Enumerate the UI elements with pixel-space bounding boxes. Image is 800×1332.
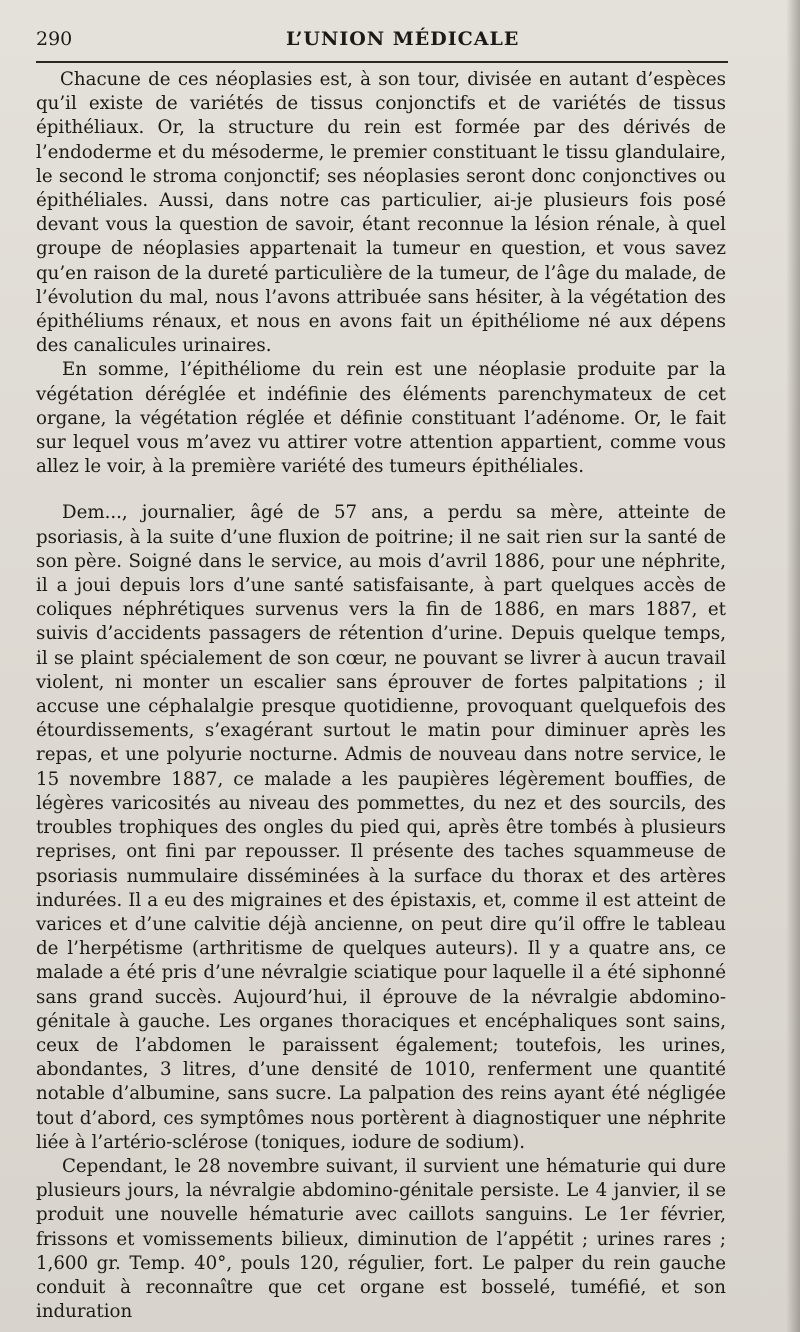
header-rule (36, 61, 728, 63)
journal-title: L’UNION MÉDICALE (286, 28, 520, 50)
paragraph-case-report: Dem..., journalier, âgé de 57 ans, a perdu sa mère, atteinte de psoriasis, à la suite d’une fluxion de poitrine; il ne sait rien sur la santé de son père. Soigné dans le service, au mois d’avril 1886, pour une néphrite, il a joui depuis lors d’une santé satisfaisante, à part quelques accès de coliques néphrétiques survenus vers la fin de 1886, en mars 1887, et suivis d’accidents passagers de rétention d’urine. Depuis quelque temps, il se plaint spécialement de son cœur, ne pouvant se livrer à aucun travail violent, ni monter un escalier sans éprouver de fortes palpitations ; il accuse une céphalalgie presque quotidienne, provoquant quelquefois des étourdissements, s’exagérant surtout le matin pour diminuer après les repas, et une polyurie nocturne. Admis de nouveau dans notre service, le 15 novembre 1887, ce malade a les paupières légèrement bouffies, de légères varicosités au niveau des pommettes, du nez et des sourcils, des troubles trophiques des ongles du pied qui, après être tombés à plusieurs reprises, ont fini par repousser. Il présente des taches squammeuse de psoriasis nummulaire disséminées à la surface du thorax et des artères indurées. Il a eu des migraines et des épistaxis, et, comme il est atteint de varices et d’une calvitie déjà ancienne, on peut dire qu’il offre le tableau de l’herpétisme (arthritisme de quelques auteurs). Il y a quatre ans, ce malade a été pris d’une névralgie sciatique pour laquelle il a été siphonné sans grand succès. Aujourd’hui, il éprouve de la névralgie abdomino-génitale à gauche. Les organes thoraciques et encéphaliques sont sains, ceux de l’abdomen le paraissent également; toutefois, les urines, abondantes, 3 litres, d’une densité de 1010, renferment une quantité notable d’albumine, sans sucre. La palpation des reins ayant été négligée tout d’abord, ces symptômes nous portèrent à diagnostiquer une néphrite liée à l’artério-sclérose (toniques, iodure de sodium). (36, 502, 726, 1153)
running-header (36, 28, 728, 58)
page-number: 290 (36, 28, 73, 50)
page-edge-shadow (786, 0, 800, 1332)
paragraph-en-somme: En somme, l’épithéliome du rein est une néoplasie produite par la végétation déréglée et indéfinie des éléments parenchymateux de cet organe, la végétation réglée et définie constituant l’adénome. Or, le fait sur lequel vous m’avez vu attirer votre attention appartient, comme vous allez le voir, à la première variété des tumeurs épithéliales. (36, 359, 726, 478)
article-body (36, 68, 726, 1324)
paragraph-neoplasies: Chacune de ces néoplasies est, à son tour, divisée en autant d’espèces qu’il existe de variétés de tissus conjonctifs et de variétés de tissus épithéliaux. Or, la structure du rein est formée par des dérivés de l’endoderme et du mésoderme, le premier constituant le tissu glandulaire, le second le stroma conjonctif; ses néoplasies seront donc conjonctives ou épithéliales. Aussi, dans notre cas particulier, ai-je plusieurs fois posé devant vous la question de savoir, étant reconnue la lésion rénale, à quel groupe de néoplasies appartenait la tumeur en question, et vous savez qu’en raison de la dureté particulière de la tumeur, de l’âge du malade, de l’évolution du mal, nous l’avons attribuée sans hésiter, à la végétation des épithéliums rénaux, et nous en avons fait un épithéliome né aux dépens des canalicules urinaires. (36, 69, 726, 357)
paragraph-cependant: Cependant, le 28 novembre suivant, il survient une hématurie qui dure plusieurs jours, la névralgie abdomino-génitale persiste. Le 4 janvier, il se produit une nouvelle hématurie avec caillots sanguins. Le 1er février, frissons et vomissements bilieux, diminution de l’appétit ; urines rares ; 1,600 gr. Temp. 40°, pouls 120, régulier, fort. Le palper du rein gauche conduit à reconnaître que cet organe est bosselé, tuméfié, et son induration (36, 1155, 726, 1323)
